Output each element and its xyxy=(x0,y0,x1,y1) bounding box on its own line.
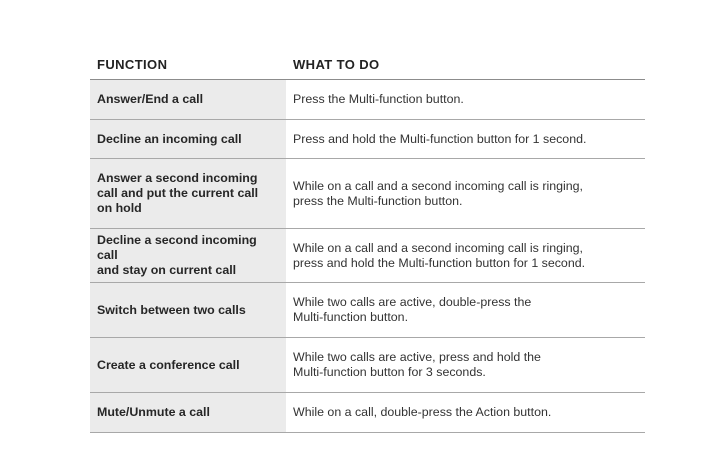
table-row xyxy=(90,120,645,159)
row-function-cell xyxy=(90,120,286,158)
function-text: Answer a second incoming call and put the current call on hold xyxy=(97,171,259,215)
table-row xyxy=(90,229,645,283)
row-function-cell xyxy=(90,283,286,337)
row-instruction-cell xyxy=(286,120,645,158)
function-text: Create a conference call xyxy=(97,357,240,372)
function-table xyxy=(90,57,645,433)
header-what-to-do: WHAT TO DO xyxy=(293,57,380,72)
row-function-cell xyxy=(90,159,286,228)
function-text: Decline an incoming call xyxy=(97,131,242,146)
table-row xyxy=(90,159,645,229)
row-instruction-cell xyxy=(286,283,645,337)
instruction-text: While on a call and a second incoming call is ringing, press the Multi-function button. xyxy=(293,178,583,208)
function-text: Mute/Unmute a call xyxy=(97,405,210,419)
header-function: FUNCTION xyxy=(97,57,168,72)
row-instruction-cell xyxy=(286,159,645,228)
instruction-text: While on a call and a second incoming call is ringing, press and hold the Multi-function button for 1 second. xyxy=(293,240,586,270)
row-instruction-cell xyxy=(286,80,645,119)
row-function-cell xyxy=(90,80,286,119)
table-row xyxy=(90,283,645,338)
table-row xyxy=(90,393,645,433)
row-function-cell xyxy=(90,229,286,282)
row-instruction-cell xyxy=(286,229,645,282)
function-text: Switch between two calls xyxy=(97,302,246,317)
instruction-text: Press and hold the Multi-function button for 1 second. xyxy=(293,131,587,146)
table-row xyxy=(90,338,645,393)
instruction-text: While two calls are active, double-press the Multi-function button. xyxy=(293,295,532,324)
function-text: Answer/End a call xyxy=(97,92,204,106)
instruction-text: While on a call, double-press the Action button. xyxy=(293,405,552,419)
row-instruction-cell xyxy=(286,338,645,392)
function-text: Decline a second incoming call and stay on current call xyxy=(97,233,257,277)
row-function-cell xyxy=(90,338,286,392)
table-row xyxy=(90,80,645,120)
table-header-row xyxy=(90,57,645,80)
instruction-text: Press the Multi-function button. xyxy=(293,92,464,106)
row-instruction-cell xyxy=(286,393,645,432)
instruction-text: While two calls are active, press and hold the Multi-function button for 3 seconds. xyxy=(293,350,541,379)
row-function-cell xyxy=(90,393,286,432)
